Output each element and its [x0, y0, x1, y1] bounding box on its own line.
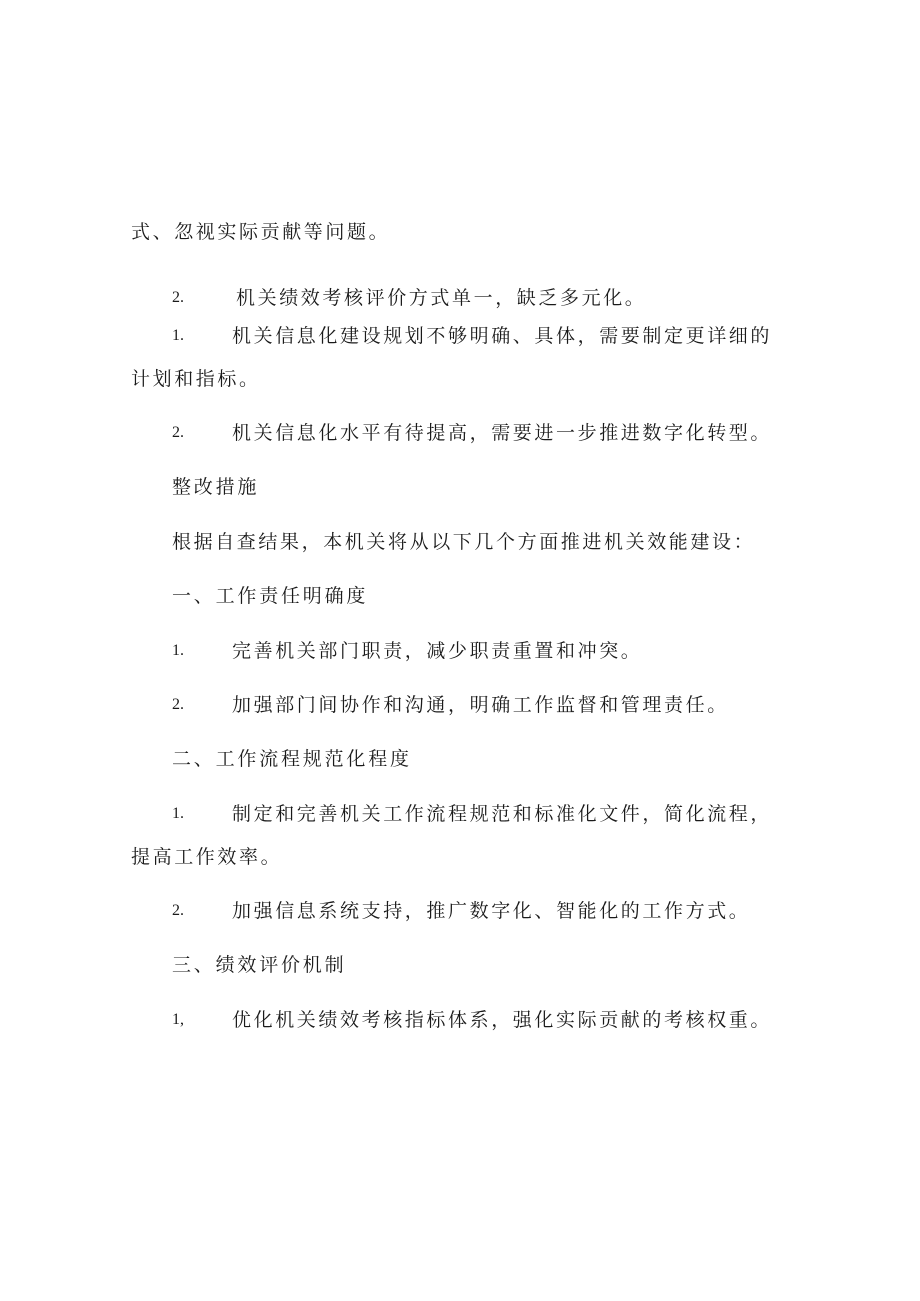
issue-text: 机关信息化水平有待提高，需要进一步推进数字化转型。 [232, 422, 773, 444]
part-heading: 三、绩效评价机制 [172, 954, 347, 976]
continuation-text: 式、忽视实际贡献等问题。 [131, 221, 391, 243]
issue-number: 2. [172, 424, 184, 441]
part-heading: 一、工作责任明确度 [172, 585, 369, 607]
item-number: 1, [172, 1011, 184, 1028]
issue-number: 2. [172, 289, 184, 306]
issue-number: 1. [172, 327, 184, 344]
item-text: 优化机关绩效考核指标体系，强化实际贡献的考核权重。 [232, 1009, 773, 1031]
part-heading: 二、工作流程规范化程度 [172, 748, 412, 770]
item-number: 1. [172, 642, 184, 659]
item-number: 1. [172, 805, 184, 822]
item-number: 2. [172, 902, 184, 919]
item-text: 完善机关部门职责，减少职责重置和冲突。 [232, 640, 643, 662]
item-text: 加强部门间协作和沟通，明确工作监督和管理责任。 [232, 694, 729, 716]
item-number: 2. [172, 696, 184, 713]
intro-paragraph: 根据自查结果，本机关将从以下几个方面推进机关效能建设： [172, 531, 756, 553]
item-text: 加强信息系统支持，推广数字化、智能化的工作方式。 [232, 900, 751, 922]
section-title: 整改措施 [172, 476, 260, 498]
item-text: 制定和完善机关工作流程规范和标准化文件，简化流程， [232, 803, 773, 825]
item-text-continuation: 提高工作效率。 [131, 846, 283, 868]
issue-text-continuation: 计划和指标。 [131, 368, 261, 390]
issue-text: 机关绩效考核评价方式单一，缺乏多元化。 [236, 287, 647, 309]
issue-text: 机关信息化建设规划不够明确、具体，需要制定更详细的 [232, 325, 773, 347]
